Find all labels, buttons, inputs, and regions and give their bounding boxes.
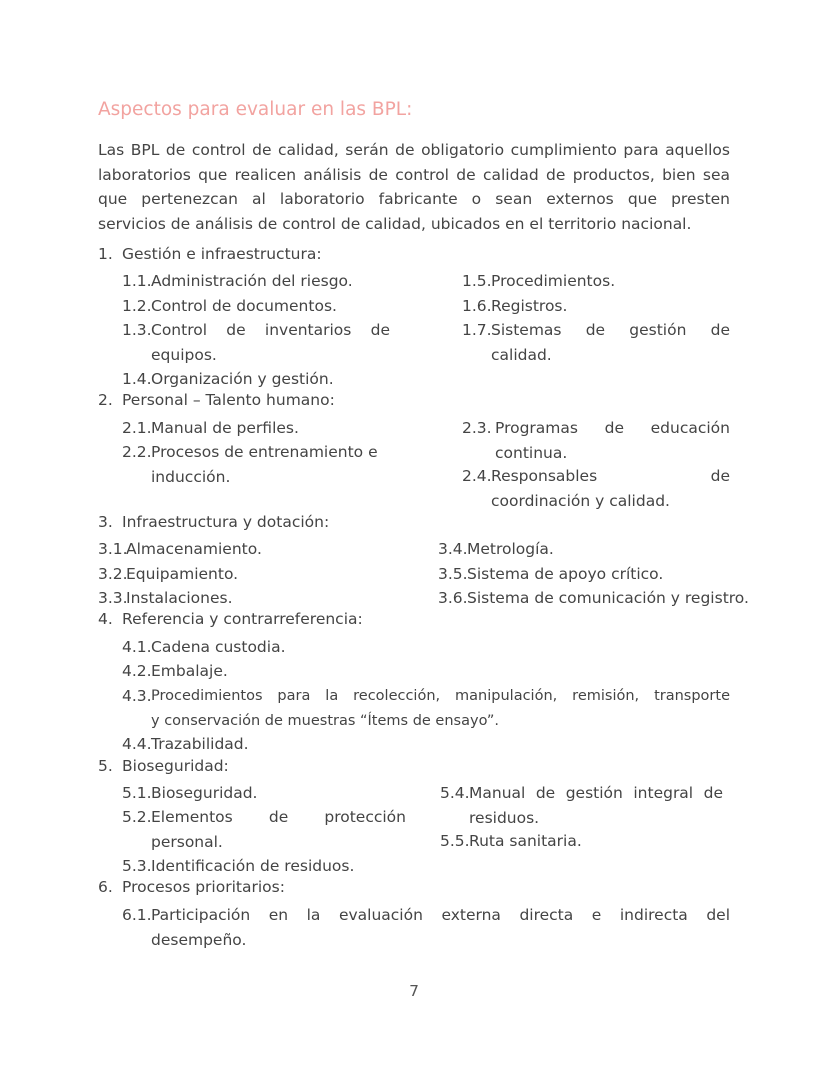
item-number: 2.2. (122, 443, 152, 461)
item-text: Almacenamiento. (126, 540, 262, 558)
item-text: Embalaje. (151, 662, 228, 680)
item-number: 4.3. (122, 687, 152, 705)
item-text: equipos. (151, 345, 217, 364)
item-text: Organización y gestión. (151, 370, 334, 388)
item-number: 4.2. (122, 662, 152, 680)
item-text: Manual de gestión integral de (469, 784, 723, 802)
item-number: 1.1. (122, 272, 152, 290)
item-text: Metrología. (467, 540, 554, 558)
item-text: Control de documentos. (151, 297, 337, 315)
item-text: Equipamiento. (126, 565, 239, 583)
list-item (122, 416, 402, 441)
item-text: coordinación y calidad. (491, 491, 670, 510)
section-title: Procesos prioritarios: (122, 878, 285, 896)
item-number: 1.3. (122, 321, 152, 339)
list-section-3 (98, 513, 329, 531)
item-text: Identificación de residuos. (151, 857, 355, 875)
section-title: Gestión e infraestructura: (122, 245, 322, 263)
intro-paragraph (98, 138, 730, 236)
item-number: 5.1. (122, 784, 152, 802)
item-text: Sistemas de gestión de (491, 321, 730, 339)
item-number: 2.3. (462, 419, 492, 437)
item-text: Manual de perfiles. (151, 419, 299, 437)
item-number: 5.4. (440, 784, 470, 802)
list-section-6 (98, 878, 285, 896)
list-item (440, 829, 730, 854)
list-item (462, 294, 732, 319)
list-item (122, 269, 402, 294)
list-item (462, 464, 732, 510)
list-item (462, 416, 732, 462)
list-item (438, 562, 768, 587)
list-item (122, 903, 732, 949)
item-number: 1.7. (462, 321, 492, 339)
list-section-1 (98, 245, 322, 263)
item-number: 2.4. (462, 467, 492, 485)
section-heading: Aspectos para evaluar en las BPL: (98, 99, 413, 120)
list-item (462, 269, 732, 294)
section-number: 5. (98, 757, 113, 775)
intro-line: laboratorios que realicen análisis de control de calidad de productos, bien sea (98, 165, 730, 184)
section-number: 3. (98, 513, 113, 531)
item-text: Programas de educación (495, 419, 730, 437)
list-item (122, 781, 412, 806)
item-number: 3.1. (98, 540, 128, 558)
item-text: Bioseguridad. (151, 784, 258, 802)
item-number: 4.1. (122, 638, 152, 656)
list-section-5 (98, 757, 229, 775)
item-number: 1.5. (462, 272, 492, 290)
item-number: 2.1. (122, 419, 152, 437)
item-text: Registros. (491, 297, 568, 315)
section-number: 1. (98, 245, 113, 263)
item-number: 1.2. (122, 297, 152, 315)
intro-line: que pertenezcan al laboratorio fabricante o sean externos que presten (98, 190, 730, 208)
item-text: Cadena custodia. (151, 638, 286, 656)
item-number: 4.4. (122, 735, 152, 753)
section-number: 2. (98, 391, 113, 409)
item-text: personal. (151, 832, 223, 851)
list-item (122, 732, 732, 757)
item-number: 3.3. (98, 589, 128, 607)
section-title: Bioseguridad: (122, 757, 229, 775)
list-item (122, 318, 402, 364)
item-number: 6.1. (122, 906, 152, 924)
item-number: 3.6. (438, 589, 468, 607)
item-text: Sistema de apoyo crítico. (467, 565, 664, 583)
item-text: Control de inventarios de (151, 321, 390, 339)
section-title: Personal – Talento humano: (122, 391, 335, 409)
item-text: Elementos de protección (151, 808, 406, 826)
intro-line: servicios de análisis de control de calidad, ubicados en el territorio nacional. (98, 214, 692, 233)
item-text: Ruta sanitaria. (469, 832, 582, 850)
item-text: y conservación de muestras “Ítems de ensayo”. (151, 712, 500, 729)
item-text: Procedimientos para la recolección, manipulación, remisión, transporte (151, 688, 730, 704)
list-item (122, 854, 412, 879)
list-item (122, 684, 732, 729)
section-title: Infraestructura y dotación: (122, 513, 330, 531)
list-item (98, 562, 398, 587)
item-text: Procesos de entrenamiento e (151, 443, 378, 461)
list-item (98, 537, 398, 562)
list-section-2 (98, 391, 335, 409)
list-item (122, 367, 402, 392)
list-item (122, 294, 402, 319)
item-number: 3.4. (438, 540, 468, 558)
item-text: Administración del riesgo. (151, 272, 353, 290)
item-text: desempeño. (151, 930, 247, 949)
item-number: 1.6. (462, 297, 492, 315)
item-number: 5.2. (122, 808, 152, 826)
item-text: residuos. (469, 808, 540, 827)
list-item (440, 781, 730, 827)
list-item (462, 318, 732, 364)
item-text: calidad. (491, 345, 552, 364)
item-text: inducción. (151, 467, 231, 486)
item-number: 1.4. (122, 370, 152, 388)
list-section-4 (98, 610, 363, 628)
item-text: Sistema de comunicación y registro. (467, 589, 749, 607)
list-item (438, 586, 768, 611)
section-number: 4. (98, 610, 113, 628)
section-number: 6. (98, 878, 113, 896)
item-number: 5.5. (440, 832, 470, 850)
page-number: 7 (409, 982, 419, 1000)
item-number: 5.3. (122, 857, 152, 875)
list-item (122, 659, 732, 684)
list-item (122, 635, 732, 660)
item-text: Instalaciones. (126, 589, 233, 607)
list-item (98, 586, 398, 611)
section-title: Referencia y contrarreferencia: (122, 610, 363, 628)
item-number: 3.5. (438, 565, 468, 583)
intro-line: Las BPL de control de calidad, serán de obligatorio cumplimiento para aquellos (98, 141, 730, 159)
item-text: Participación en la evaluación externa directa e indirecta del (151, 906, 730, 924)
item-text: Trazabilidad. (151, 735, 249, 753)
list-item (122, 440, 402, 486)
item-text: continua. (495, 443, 568, 462)
item-number: 3.2. (98, 565, 128, 583)
list-item (438, 537, 768, 562)
item-text: Procedimientos. (491, 272, 616, 290)
list-item (122, 805, 412, 851)
item-text: Responsables de (491, 467, 730, 485)
